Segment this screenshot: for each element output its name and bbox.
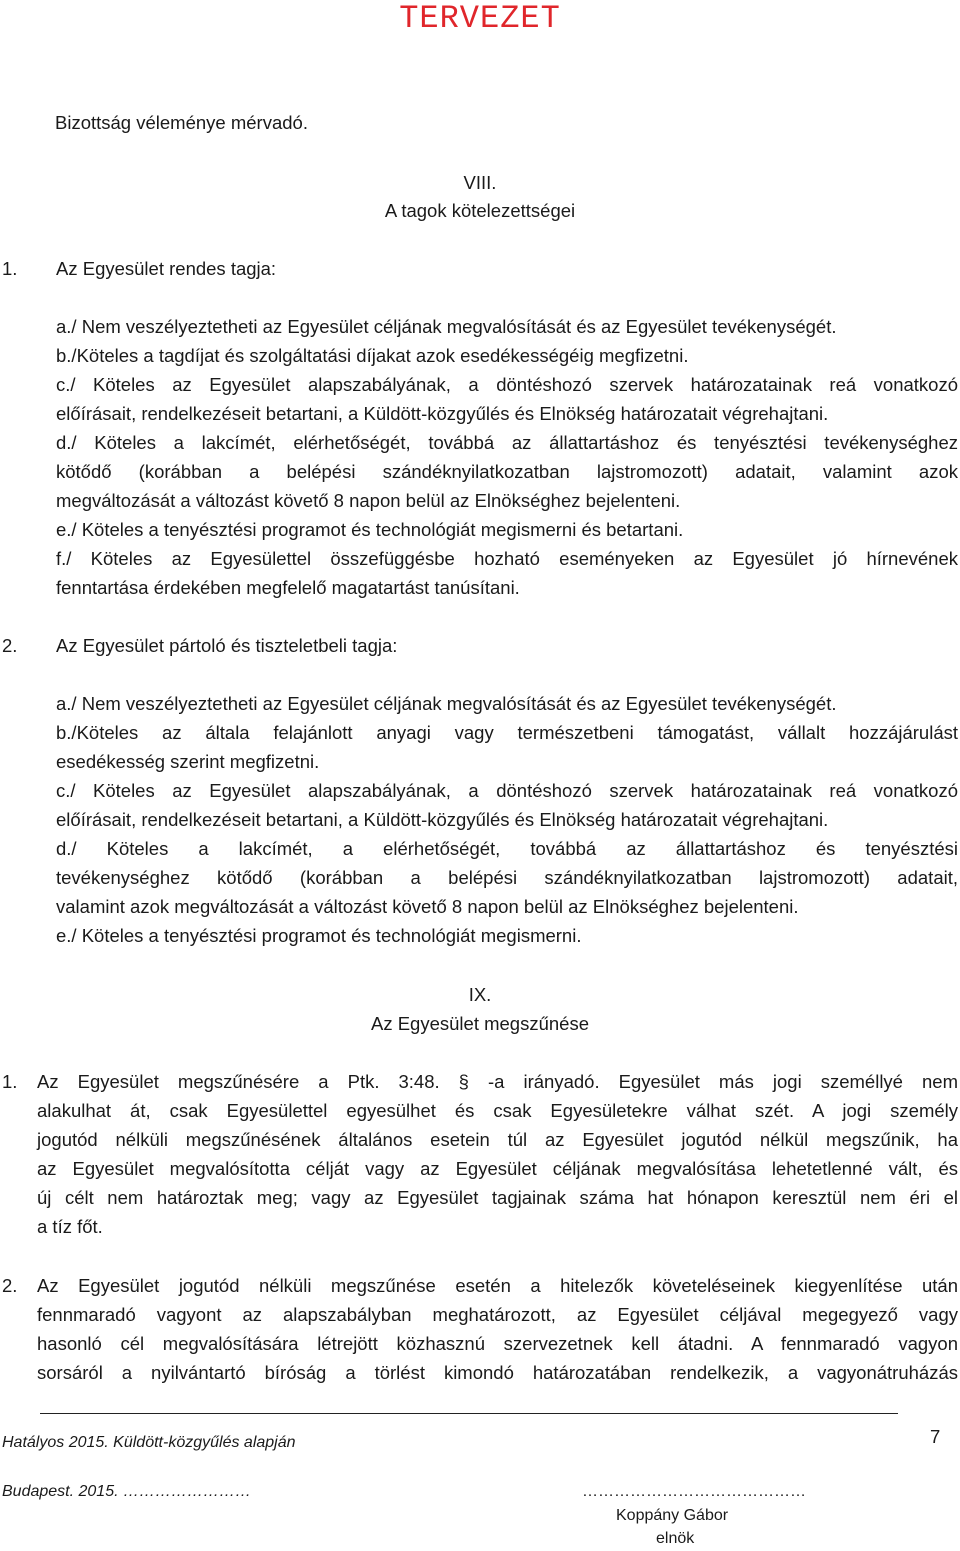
partolo-line-e: e./ Köteles a tenyésztési programot és technológiát megismerni. [56,925,582,946]
rendes-line-d3: megváltozását a változást követő 8 napon belül az Elnökséghez bejelenteni. [56,490,681,511]
rendes-line-b: b./Köteles a tagdíjat és szolgáltatási díjakat azok esedékességéig megfizetni. [56,345,689,366]
megszunes-1-line-6: a tíz főt. [37,1216,103,1237]
signatory-role: elnök [656,1530,695,1547]
footer-validity: Hatályos 2015. Küldött-közgyűlés alapján [2,1434,296,1451]
partolo-line-a: a./ Nem veszélyeztetheti az Egyesület céljának megvalósítását és az Egyesület tevékenységét. [56,693,837,714]
megszunes-2-line-2: fennmaradó vagyont az alapszabályban meghatározott, az Egyesület céljával megegyező vagy [37,1304,958,1325]
draft-watermark: TERVEZET [399,0,561,37]
rendes-line-d1: d./ Köteles a lakcímét, elérhetőségét, továbbá az állattartáshoz és tenyésztési tevékenységhez [56,432,958,453]
partolo-line-b2: esedékesség szerint megfizetni. [56,751,320,772]
megszunes-1-number: 1. [2,1071,18,1092]
megszunes-1-line-2: alakulhat át, csak Egyesülettel egyesülhet és csak Egyesületekre válhat szét. A jogi személy [37,1100,958,1121]
rendes-line-d2: kötődő (korábban a belépési szándéknyilatkozatban lajstromozott) adatait, valamint azok [56,461,958,482]
partolo-line-b1: b./Köteles az általa felajánlott anyagi vagy természetbeni támogatást, vállalt hozzájárulást [56,722,958,743]
megszunes-2-number: 2. [2,1275,18,1296]
footer-place-date: Budapest. 2015. …………………… [2,1483,251,1500]
partolo-line-c1: c./ Köteles az Egyesület alapszabályának, a döntéshozó szervek határozatainak reá vonatkozó [56,780,958,801]
partolo-line-d1: d./ Köteles a lakcímét, a elérhetőségét, továbbá az állattartáshoz és tenyésztési [56,838,958,859]
megszunes-1-line-4: az Egyesület megvalósította célját vagy az Egyesület céljának megvalósítása lehetetlenné vált, és [37,1158,958,1179]
rendes-line-f1: f./ Köteles az Egyesülettel összefüggésbe hozható eseményeken az Egyesület jó hírnevének [56,548,958,569]
megszunes-2-line-4: sorsáról a nyilvántartó bíróság a törlést kimondó határozatában rendelkezik, a vagyonátruházás [37,1362,958,1383]
section-viii-title: A tagok kötelezettségei [384,200,576,221]
rendes-line-c1: c./ Köteles az Egyesület alapszabályának, a döntéshozó szervek határozatainak reá vonatkozó [56,374,958,395]
rendes-line-e: e./ Köteles a tenyésztési programot és technológiát megismerni és betartani. [56,519,684,540]
page-number: 7 [930,1426,941,1447]
rendes-heading: Az Egyesület rendes tagja: [56,258,277,279]
megszunes-2-line-1: Az Egyesület jogutód nélküli megszűnése esetén a hitelezők követeléseinek kiegyenlítése után [37,1275,958,1296]
partolo-line-d3: valamint azok megváltozását a változást követő 8 napon belül az Elnökséghez bejelenteni. [56,896,799,917]
rendes-line-c2: előírásait, rendelkezéseit betartani, a Küldött-közgyűlés és Elnökség határozatait végrehajtani. [56,403,829,424]
rendes-heading-number: 1. [2,258,18,279]
megszunes-1-line-1: Az Egyesület megszűnésére a Ptk. 3:48. § -a irányadó. Egyesület más jogi személlyé nem [37,1071,958,1092]
rendes-line-a: a./ Nem veszélyeztetheti az Egyesület céljának megvalósítását és az Egyesület tevékenységét. [56,316,837,337]
intro-line: Bizottság véleménye mérvadó. [55,112,308,133]
partolo-line-d2: tevékenységhez kötődő (korábban a belépési szándéknyilatkozatban lajstromozott) adatait, [56,867,958,888]
megszunes-1-line-3: jogutód nélküli megszűnésének általános esetein túl az Egyesület jogutód nélkül megszűnik, ha [37,1129,958,1150]
partolo-heading: Az Egyesület pártoló és tiszteletbeli tagja: [56,635,398,656]
rendes-line-f2: fenntartása érdekében megfelelő magatartást tanúsítani. [56,577,520,598]
partolo-line-c2: előírásait, rendelkezéseit betartani, a Küldött-közgyűlés és Elnökség határozatait végrehajtani. [56,809,829,830]
section-ix-title: Az Egyesület megszűnése [370,1013,589,1034]
section-ix-number: IX. [468,984,492,1005]
megszunes-1-line-5: új célt nem határoztak meg; vagy az Egyesület tagjainak száma hat hónapon keresztül nem éri el [37,1187,958,1208]
partolo-heading-number: 2. [2,635,18,656]
signature-line: …………………………………… [582,1483,806,1500]
footer-divider [40,1413,898,1414]
megszunes-2-line-3: hasonló cél megvalósítására létrejött közhasznú szervezetnek kell átadni. A fennmaradó vagyon [37,1333,958,1354]
signatory-name: Koppány Gábor [616,1507,729,1524]
section-viii-number: VIII. [463,172,497,193]
